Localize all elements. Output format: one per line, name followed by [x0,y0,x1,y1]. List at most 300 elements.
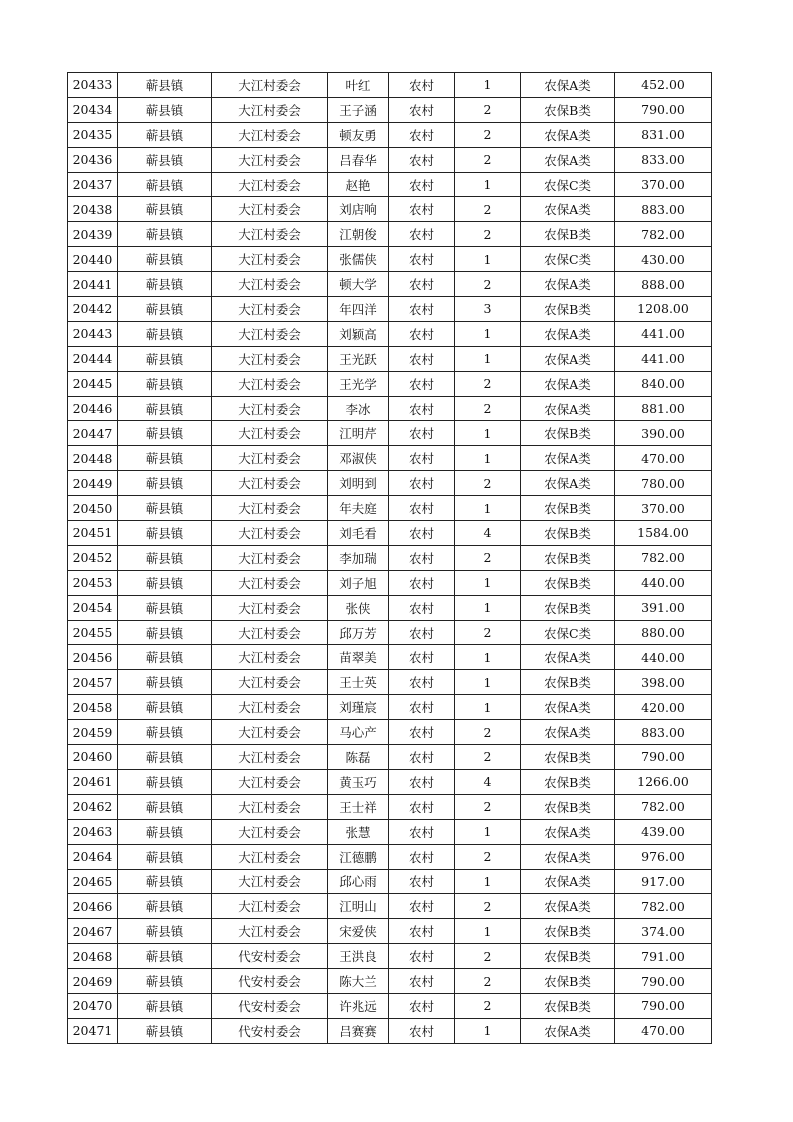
town-cell: 蕲县镇 [118,993,212,1018]
person-name-cell: 刘店响 [328,197,389,222]
village-committee-cell: 大江村委会 [212,745,328,770]
table-row [68,570,712,595]
record-id-cell: 20433 [68,73,118,98]
village-committee-cell: 大江村委会 [212,97,328,122]
person-name-cell: 张慧 [328,819,389,844]
town-cell: 蕲县镇 [118,122,212,147]
town-cell: 蕲县镇 [118,496,212,521]
insurance-category-cell: 农保A类 [521,321,615,346]
town-cell: 蕲县镇 [118,346,212,371]
amount-cell: 881.00 [615,396,712,421]
town-cell: 蕲县镇 [118,147,212,172]
village-committee-cell: 大江村委会 [212,869,328,894]
record-id-cell: 20457 [68,670,118,695]
town-cell: 蕲县镇 [118,1018,212,1043]
table-row [68,1018,712,1043]
family-size-cell: 2 [455,720,521,745]
family-size-cell: 2 [455,197,521,222]
person-name-cell: 吕赛赛 [328,1018,389,1043]
town-cell: 蕲县镇 [118,919,212,944]
household-type-cell: 农村 [389,844,455,869]
person-name-cell: 王光跃 [328,346,389,371]
table-row [68,172,712,197]
table-row [68,247,712,272]
record-id-cell: 20460 [68,745,118,770]
town-cell: 蕲县镇 [118,745,212,770]
family-size-cell: 1 [455,247,521,272]
town-cell: 蕲县镇 [118,670,212,695]
table-row [68,645,712,670]
village-committee-cell: 大江村委会 [212,521,328,546]
amount-cell: 790.00 [615,969,712,994]
record-id-cell: 20448 [68,446,118,471]
village-committee-cell: 大江村委会 [212,595,328,620]
household-type-cell: 农村 [389,769,455,794]
family-size-cell: 2 [455,396,521,421]
person-name-cell: 顿友勇 [328,122,389,147]
record-id-cell: 20467 [68,919,118,944]
village-committee-cell: 大江村委会 [212,769,328,794]
family-size-cell: 1 [455,595,521,620]
family-size-cell: 2 [455,745,521,770]
record-id-cell: 20463 [68,819,118,844]
amount-cell: 440.00 [615,570,712,595]
insurance-category-cell: 农保B类 [521,545,615,570]
village-committee-cell: 大江村委会 [212,73,328,98]
amount-cell: 976.00 [615,844,712,869]
family-size-cell: 2 [455,620,521,645]
insurance-category-cell: 农保B类 [521,496,615,521]
town-cell: 蕲县镇 [118,844,212,869]
amount-cell: 391.00 [615,595,712,620]
town-cell: 蕲县镇 [118,944,212,969]
town-cell: 蕲县镇 [118,894,212,919]
person-name-cell: 李冰 [328,396,389,421]
amount-cell: 440.00 [615,645,712,670]
town-cell: 蕲县镇 [118,869,212,894]
village-committee-cell: 大江村委会 [212,197,328,222]
record-id-cell: 20465 [68,869,118,894]
family-size-cell: 1 [455,570,521,595]
record-id-cell: 20441 [68,272,118,297]
household-type-cell: 农村 [389,321,455,346]
table-row [68,670,712,695]
insurance-category-cell: 农保A类 [521,346,615,371]
record-id-cell: 20453 [68,570,118,595]
family-size-cell: 2 [455,471,521,496]
household-type-cell: 农村 [389,247,455,272]
person-name-cell: 陈磊 [328,745,389,770]
town-cell: 蕲县镇 [118,222,212,247]
insurance-category-cell: 农保C类 [521,172,615,197]
family-size-cell: 1 [455,695,521,720]
table-row [68,794,712,819]
household-type-cell: 农村 [389,421,455,446]
household-type-cell: 农村 [389,73,455,98]
family-size-cell: 2 [455,969,521,994]
village-committee-cell: 大江村委会 [212,819,328,844]
amount-cell: 888.00 [615,272,712,297]
household-type-cell: 农村 [389,222,455,247]
town-cell: 蕲县镇 [118,720,212,745]
village-committee-cell: 大江村委会 [212,645,328,670]
table-row [68,620,712,645]
table-row [68,396,712,421]
village-committee-cell: 大江村委会 [212,122,328,147]
person-name-cell: 刘毛看 [328,521,389,546]
person-name-cell: 江德鹏 [328,844,389,869]
village-committee-cell: 代安村委会 [212,993,328,1018]
record-id-cell: 20439 [68,222,118,247]
insurance-category-cell: 农保A类 [521,645,615,670]
insurance-category-cell: 农保A类 [521,147,615,172]
insurance-category-cell: 农保B类 [521,222,615,247]
village-committee-cell: 大江村委会 [212,421,328,446]
table-row [68,73,712,98]
town-cell: 蕲县镇 [118,272,212,297]
table-row [68,769,712,794]
table-row [68,919,712,944]
family-size-cell: 2 [455,222,521,247]
insurance-category-cell: 农保B类 [521,521,615,546]
amount-cell: 782.00 [615,894,712,919]
record-id-cell: 20469 [68,969,118,994]
family-size-cell: 3 [455,297,521,322]
town-cell: 蕲县镇 [118,794,212,819]
record-id-cell: 20451 [68,521,118,546]
insurance-category-cell: 农保A类 [521,894,615,919]
village-committee-cell: 大江村委会 [212,321,328,346]
family-size-cell: 2 [455,545,521,570]
household-type-cell: 农村 [389,620,455,645]
household-type-cell: 农村 [389,819,455,844]
table-row [68,819,712,844]
household-type-cell: 农村 [389,496,455,521]
family-size-cell: 1 [455,73,521,98]
record-id-cell: 20446 [68,396,118,421]
family-size-cell: 1 [455,869,521,894]
household-type-cell: 农村 [389,745,455,770]
village-committee-cell: 大江村委会 [212,272,328,297]
household-type-cell: 农村 [389,471,455,496]
amount-cell: 782.00 [615,545,712,570]
town-cell: 蕲县镇 [118,371,212,396]
record-id-cell: 20455 [68,620,118,645]
village-committee-cell: 大江村委会 [212,496,328,521]
record-id-cell: 20462 [68,794,118,819]
insurance-category-cell: 农保A类 [521,869,615,894]
village-committee-cell: 大江村委会 [212,695,328,720]
record-id-cell: 20435 [68,122,118,147]
household-type-cell: 农村 [389,346,455,371]
town-cell: 蕲县镇 [118,197,212,222]
table-row [68,869,712,894]
family-size-cell: 2 [455,147,521,172]
amount-cell: 790.00 [615,97,712,122]
insurance-category-cell: 农保B类 [521,769,615,794]
family-size-cell: 2 [455,97,521,122]
person-name-cell: 王士祥 [328,794,389,819]
person-name-cell: 邱万芳 [328,620,389,645]
household-type-cell: 农村 [389,720,455,745]
village-committee-cell: 代安村委会 [212,944,328,969]
table-row [68,695,712,720]
insurance-category-cell: 农保A类 [521,819,615,844]
insurance-category-cell: 农保B类 [521,595,615,620]
town-cell: 蕲县镇 [118,471,212,496]
village-committee-cell: 大江村委会 [212,720,328,745]
village-committee-cell: 大江村委会 [212,247,328,272]
insurance-category-cell: 农保A类 [521,844,615,869]
person-name-cell: 年夫庭 [328,496,389,521]
table-row [68,321,712,346]
amount-cell: 790.00 [615,993,712,1018]
table-row [68,545,712,570]
household-type-cell: 农村 [389,545,455,570]
town-cell: 蕲县镇 [118,620,212,645]
family-size-cell: 1 [455,446,521,471]
person-name-cell: 宋爱侠 [328,919,389,944]
table-row [68,421,712,446]
family-size-cell: 1 [455,819,521,844]
village-committee-cell: 大江村委会 [212,570,328,595]
village-committee-cell: 大江村委会 [212,844,328,869]
record-id-cell: 20468 [68,944,118,969]
household-type-cell: 农村 [389,919,455,944]
person-name-cell: 江朝俊 [328,222,389,247]
records-table-body [68,73,712,1044]
amount-cell: 883.00 [615,720,712,745]
record-id-cell: 20437 [68,172,118,197]
family-size-cell: 1 [455,670,521,695]
amount-cell: 470.00 [615,446,712,471]
person-name-cell: 江明芹 [328,421,389,446]
town-cell: 蕲县镇 [118,769,212,794]
person-name-cell: 苗翠美 [328,645,389,670]
family-size-cell: 1 [455,421,521,446]
record-id-cell: 20447 [68,421,118,446]
person-name-cell: 陈大兰 [328,969,389,994]
amount-cell: 833.00 [615,147,712,172]
amount-cell: 782.00 [615,222,712,247]
person-name-cell: 刘颖高 [328,321,389,346]
record-id-cell: 20444 [68,346,118,371]
amount-cell: 831.00 [615,122,712,147]
table-row [68,745,712,770]
household-type-cell: 农村 [389,371,455,396]
amount-cell: 430.00 [615,247,712,272]
household-type-cell: 农村 [389,670,455,695]
village-committee-cell: 代安村委会 [212,969,328,994]
insurance-category-cell: 农保A类 [521,272,615,297]
household-type-cell: 农村 [389,122,455,147]
insurance-category-cell: 农保B类 [521,969,615,994]
household-type-cell: 农村 [389,97,455,122]
household-type-cell: 农村 [389,944,455,969]
insurance-category-cell: 农保A类 [521,73,615,98]
village-committee-cell: 大江村委会 [212,670,328,695]
person-name-cell: 赵艳 [328,172,389,197]
person-name-cell: 张侠 [328,595,389,620]
amount-cell: 782.00 [615,794,712,819]
amount-cell: 840.00 [615,371,712,396]
household-type-cell: 农村 [389,794,455,819]
person-name-cell: 顿大学 [328,272,389,297]
person-name-cell: 刘瑾宸 [328,695,389,720]
town-cell: 蕲县镇 [118,396,212,421]
family-size-cell: 2 [455,944,521,969]
household-type-cell: 农村 [389,147,455,172]
town-cell: 蕲县镇 [118,645,212,670]
person-name-cell: 李加瑞 [328,545,389,570]
town-cell: 蕲县镇 [118,545,212,570]
village-committee-cell: 大江村委会 [212,147,328,172]
person-name-cell: 王光学 [328,371,389,396]
amount-cell: 370.00 [615,172,712,197]
family-size-cell: 4 [455,521,521,546]
town-cell: 蕲县镇 [118,247,212,272]
record-id-cell: 20459 [68,720,118,745]
amount-cell: 791.00 [615,944,712,969]
village-committee-cell: 大江村委会 [212,545,328,570]
village-committee-cell: 大江村委会 [212,297,328,322]
record-id-cell: 20452 [68,545,118,570]
family-size-cell: 2 [455,894,521,919]
town-cell: 蕲县镇 [118,969,212,994]
amount-cell: 883.00 [615,197,712,222]
table-row [68,272,712,297]
person-name-cell: 马心产 [328,720,389,745]
village-committee-cell: 大江村委会 [212,620,328,645]
amount-cell: 439.00 [615,819,712,844]
table-row [68,147,712,172]
household-type-cell: 农村 [389,969,455,994]
household-type-cell: 农村 [389,396,455,421]
person-name-cell: 邱心雨 [328,869,389,894]
table-row [68,521,712,546]
record-id-cell: 20438 [68,197,118,222]
insurance-category-cell: 农保B类 [521,97,615,122]
household-type-cell: 农村 [389,197,455,222]
record-id-cell: 20450 [68,496,118,521]
amount-cell: 420.00 [615,695,712,720]
record-id-cell: 20449 [68,471,118,496]
record-id-cell: 20464 [68,844,118,869]
town-cell: 蕲县镇 [118,73,212,98]
table-row [68,496,712,521]
amount-cell: 917.00 [615,869,712,894]
family-size-cell: 4 [455,769,521,794]
household-type-cell: 农村 [389,446,455,471]
town-cell: 蕲县镇 [118,819,212,844]
table-row [68,993,712,1018]
household-type-cell: 农村 [389,272,455,297]
family-size-cell: 1 [455,172,521,197]
person-name-cell: 邓淑侠 [328,446,389,471]
town-cell: 蕲县镇 [118,297,212,322]
household-type-cell: 农村 [389,172,455,197]
insurance-category-cell: 农保C类 [521,620,615,645]
insurance-category-cell: 农保A类 [521,371,615,396]
amount-cell: 390.00 [615,421,712,446]
record-id-cell: 20461 [68,769,118,794]
insurance-category-cell: 农保B类 [521,297,615,322]
insurance-category-cell: 农保B类 [521,944,615,969]
insurance-category-cell: 农保A类 [521,1018,615,1043]
amount-cell: 452.00 [615,73,712,98]
village-committee-cell: 大江村委会 [212,222,328,247]
family-size-cell: 2 [455,371,521,396]
village-committee-cell: 大江村委会 [212,919,328,944]
record-id-cell: 20456 [68,645,118,670]
amount-cell: 880.00 [615,620,712,645]
family-size-cell: 2 [455,844,521,869]
records-table [67,72,712,1044]
household-type-cell: 农村 [389,645,455,670]
village-committee-cell: 大江村委会 [212,894,328,919]
family-size-cell: 1 [455,1018,521,1043]
insurance-category-cell: 农保B类 [521,993,615,1018]
town-cell: 蕲县镇 [118,595,212,620]
insurance-category-cell: 农保B类 [521,670,615,695]
table-row [68,446,712,471]
table-row [68,720,712,745]
table-row [68,969,712,994]
person-name-cell: 刘子旭 [328,570,389,595]
village-committee-cell: 大江村委会 [212,172,328,197]
table-row [68,371,712,396]
table-row [68,197,712,222]
insurance-category-cell: 农保B类 [521,794,615,819]
insurance-category-cell: 农保C类 [521,247,615,272]
record-id-cell: 20445 [68,371,118,396]
town-cell: 蕲县镇 [118,446,212,471]
village-committee-cell: 大江村委会 [212,794,328,819]
table-row [68,471,712,496]
insurance-category-cell: 农保B类 [521,919,615,944]
amount-cell: 441.00 [615,321,712,346]
amount-cell: 374.00 [615,919,712,944]
table-row [68,297,712,322]
person-name-cell: 年四洋 [328,297,389,322]
insurance-category-cell: 农保A类 [521,471,615,496]
person-name-cell: 许兆远 [328,993,389,1018]
table-row [68,122,712,147]
household-type-cell: 农村 [389,869,455,894]
person-name-cell: 王洪良 [328,944,389,969]
family-size-cell: 1 [455,645,521,670]
insurance-category-cell: 农保B类 [521,570,615,595]
household-type-cell: 农村 [389,570,455,595]
amount-cell: 790.00 [615,745,712,770]
town-cell: 蕲县镇 [118,321,212,346]
town-cell: 蕲县镇 [118,521,212,546]
village-committee-cell: 大江村委会 [212,396,328,421]
village-committee-cell: 大江村委会 [212,471,328,496]
record-id-cell: 20470 [68,993,118,1018]
table-row [68,894,712,919]
insurance-category-cell: 农保A类 [521,122,615,147]
person-name-cell: 王士英 [328,670,389,695]
family-size-cell: 2 [455,794,521,819]
insurance-category-cell: 农保B类 [521,745,615,770]
insurance-category-cell: 农保A类 [521,396,615,421]
amount-cell: 398.00 [615,670,712,695]
household-type-cell: 农村 [389,297,455,322]
insurance-category-cell: 农保A类 [521,197,615,222]
family-size-cell: 1 [455,919,521,944]
person-name-cell: 吕春华 [328,147,389,172]
